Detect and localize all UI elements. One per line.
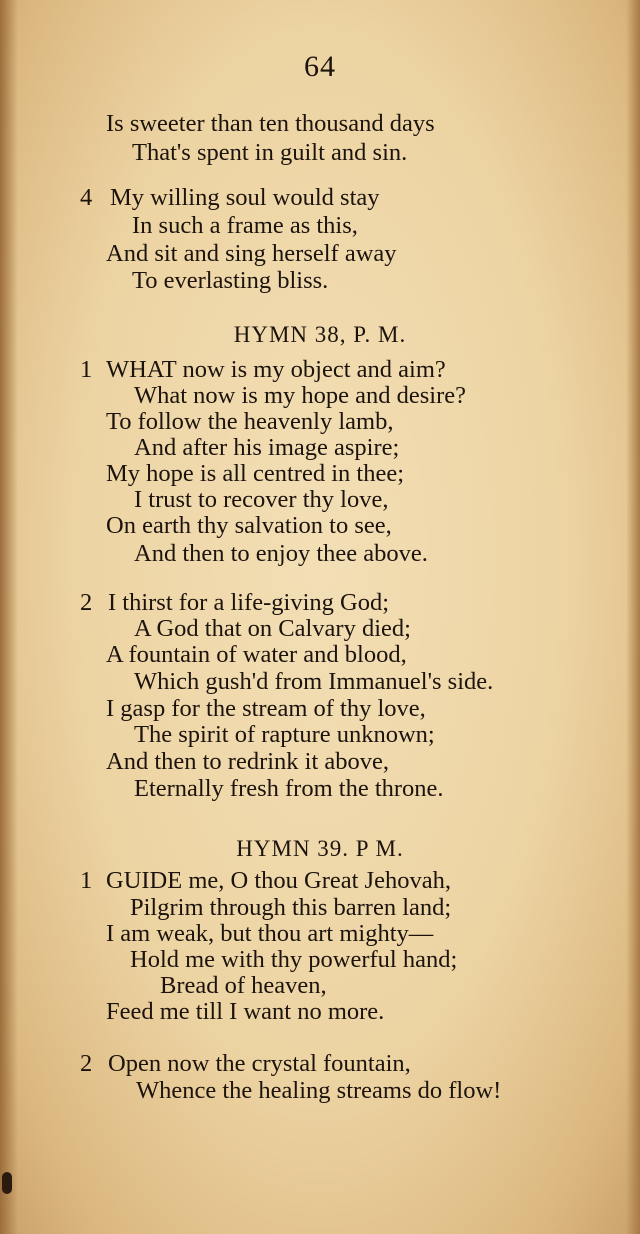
continuation-line-1: Is sweeter than ten thousand days — [106, 110, 435, 137]
page-edge-shadow-left — [0, 0, 18, 1234]
stanza-4-line-2: In such a frame as this, — [132, 212, 358, 239]
hymn-39-heading: HYMN 39. P M. — [236, 836, 404, 861]
hymn-38-s1-line-7: On earth thy salvation to see, — [106, 512, 392, 539]
hymn-38-heading: HYMN 38, P. M. — [233, 322, 407, 347]
hymn-38-s1-line-8: And then to enjoy thee above. — [134, 540, 428, 567]
stanza-number: 1 — [80, 356, 93, 383]
hymn-39-s1-line-3: I am weak, but thou art mighty— — [106, 920, 434, 947]
stanza-number: 4 — [80, 184, 93, 211]
stanza-4-line-4: To everlasting bliss. — [132, 267, 329, 294]
hymn-39-s1-line-2: Pilgrim through this barren land; — [130, 894, 452, 921]
stanza-number: 2 — [80, 589, 93, 616]
hymn-39-s1-line-6: Feed me till I want no more. — [106, 998, 385, 1025]
hymn-38-s2-line-5: I gasp for the stream of thy love, — [106, 695, 426, 722]
page-edge-shadow-right — [626, 0, 640, 1234]
hymn-38-s1-line-1: WHAT now is my object and aim? — [106, 356, 446, 383]
hymn-38-s1-line-6: I trust to recover thy love, — [134, 486, 389, 513]
hymn-38-s1-line-3: To follow the heavenly lamb, — [106, 408, 394, 435]
stanza-number: 2 — [80, 1050, 93, 1077]
hymn-39-s2-line-2: Whence the healing streams do flow! — [136, 1077, 502, 1104]
hymn-38-s1-line-2: What now is my hope and desire? — [134, 382, 467, 409]
hymn-39-s1-line-5: Bread of heaven, — [160, 972, 327, 999]
stanza-4-line-3: And sit and sing herself away — [106, 240, 397, 267]
hymn-39-s1-line-1: GUIDE me, O thou Great Jehovah, — [106, 867, 451, 894]
hymn-38-s2-line-8: Eternally fresh from the throne. — [134, 775, 444, 802]
hymn-38-s2-line-2: A God that on Calvary died; — [134, 615, 411, 642]
hymn-39-s2-line-1: Open now the crystal fountain, — [108, 1050, 411, 1077]
hymn-38-s2-line-6: The spirit of rapture unknown; — [134, 721, 435, 748]
hymn-38-s2-line-4: Which gush'd from Immanuel's side. — [134, 668, 494, 695]
hymn-38-s1-line-4: And after his image aspire; — [134, 434, 400, 461]
hymn-38-s2-line-1: I thirst for a life-giving God; — [108, 589, 390, 616]
hymn-38-s2-line-7: And then to redrink it above, — [106, 748, 390, 775]
hymn-39-s1-line-4: Hold me with thy powerful hand; — [130, 946, 458, 973]
stanza-number: 1 — [80, 867, 93, 894]
stanza-4-line-1: My willing soul would stay — [110, 184, 380, 211]
page-number: 64 — [304, 50, 336, 83]
continuation-line-2: That's spent in guilt and sin. — [132, 139, 408, 166]
ink-blot-mark — [2, 1172, 12, 1194]
hymn-38-s1-line-5: My hope is all centred in thee; — [106, 460, 404, 487]
hymn-38-s2-line-3: A fountain of water and blood, — [106, 641, 407, 668]
